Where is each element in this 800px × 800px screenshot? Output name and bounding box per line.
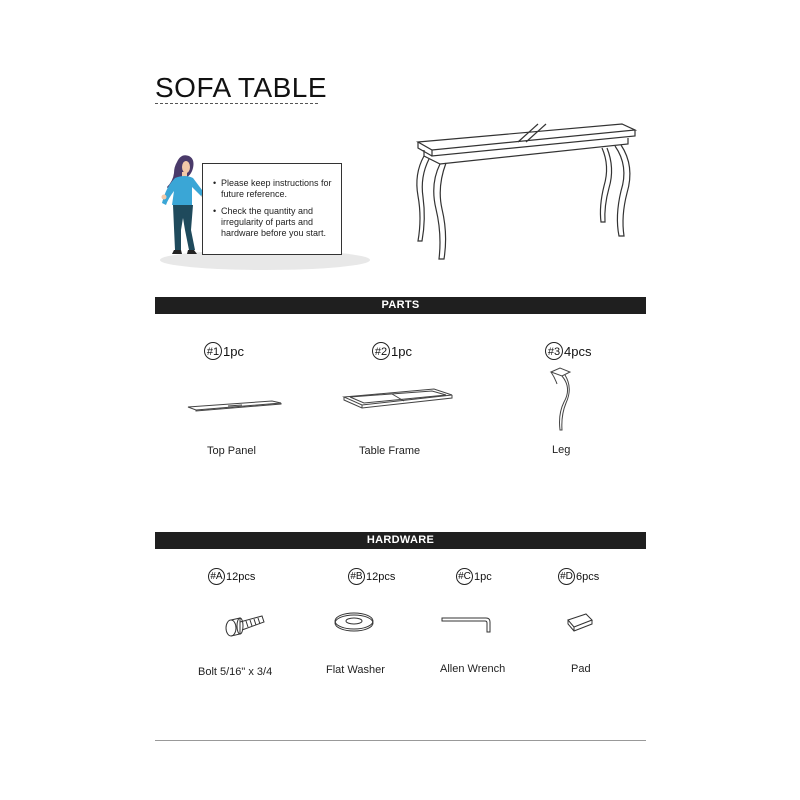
sofa-table-illustration-icon [410,110,640,270]
hardware-c-id: #C [456,568,473,585]
hardware-section-header: HARDWARE [155,532,646,549]
part-3-id: #3 [545,342,563,360]
part-1-qty: 1pc [223,343,244,359]
table-frame-icon [342,385,454,413]
hardware-b-name: Flat Washer [326,664,385,676]
note-check-parts: • Check the quantity and irregularity of parts and hardware before you start. [213,206,333,239]
leg-icon [548,366,574,432]
hardware-a-name: Bolt 5/16" x 3/4 [198,666,273,678]
part-3-tag [545,342,591,360]
hardware-d-id: #D [558,568,575,585]
pad-icon [566,612,596,632]
hardware-c-tag [456,568,492,585]
hardware-c-qty: 1pc [474,570,492,583]
part-1-tag [204,342,244,360]
part-2-id: #2 [372,342,390,360]
part-3-qty: 4pcs [564,343,592,359]
parts-section-header: PARTS [155,297,646,314]
bottom-divider [155,740,646,741]
hardware-b-id: #B [348,568,365,585]
note-keep-instructions: • Please keep instructions for future reference. [213,178,333,200]
hardware-b-qty: 12pcs [366,570,396,583]
part-2-qty: 1pc [391,343,412,359]
hardware-d-name: Pad [571,663,591,675]
hardware-d-tag [558,568,599,585]
part-1-id: #1 [204,342,222,360]
washer-icon [333,610,375,634]
part-2-name: Table Frame [359,445,421,457]
part-1-name: Top Panel [207,445,256,457]
hardware-a-id: #A [208,568,225,585]
instructions-note-box [202,163,342,255]
top-panel-icon [186,395,282,415]
hardware-a-qty: 12pcs [226,570,256,583]
title-divider [155,103,318,104]
part-2-tag [372,342,412,360]
page-title: SOFA TABLE [155,72,328,103]
hardware-d-qty: 6pcs [576,570,600,583]
allen-wrench-icon [440,614,496,638]
hardware-a-tag [208,568,255,585]
part-3-name: Leg [552,444,571,456]
hardware-c-name: Allen Wrench [440,663,506,675]
hardware-b-tag [348,568,395,585]
bolt-icon [222,612,266,640]
